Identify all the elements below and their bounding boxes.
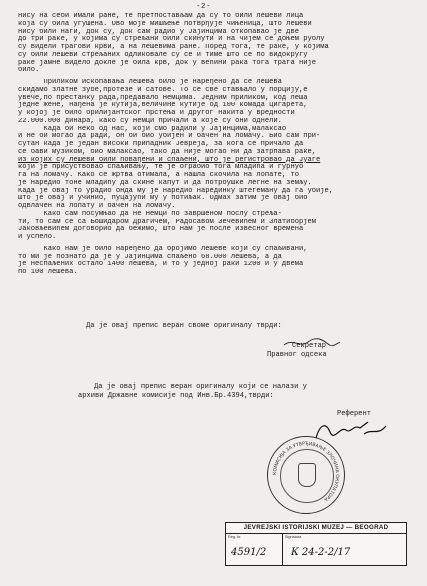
archive-box-header: JEVREJSKI ISTORIJSKI MUZEJ — BEOGRAD [226, 523, 406, 534]
signature-code: К 24-2-2/17 [291, 547, 351, 558]
text-line: једне жене, нађена је кутија,величине кутије од 100 комада цигарета, [18, 102, 308, 110]
text-line: су видели трагови крви, а на лешевима ране. Поред тога, те раке, у којима [18, 44, 329, 51]
text-line: раке јамне видело докле је била крв, док у већини рака тога трага није [18, 59, 316, 67]
text-line: Приликом ископавања лешева било је наређено да се лешева [18, 79, 282, 86]
register-number: 4591/2 [231, 547, 267, 558]
page-number: -2- [196, 3, 212, 11]
attestation-line-2: Да је овај препис веран оригиналу који се налази у [94, 383, 307, 391]
secretary-signature [282, 336, 342, 350]
text-line: Када је овај то урадио онда му је наредио нарединку Штегеману да га убије, [18, 187, 334, 195]
text-line: 22.000.000 динара, како су Немци причали а које су они однели. [18, 117, 282, 125]
text-line: сутан када је један високи припадник Јевреја, за кога се причало да [18, 141, 304, 148]
archive-register-box [225, 522, 407, 566]
text-line: и успело. [18, 234, 57, 241]
referent-title: Референт [337, 410, 372, 418]
text-line: Када би неко од нас, који смо радили у Јајинцима,малаксао [18, 125, 287, 133]
text-line: скидамо златне зубе,протезе и сатове. То се све стављало у порцију,е [18, 86, 308, 94]
archive-cell: Reg. br. 4591/2 [226, 534, 283, 565]
text-line: нису на себи имали ране, те претпостављам да су то били лешеви лица [18, 13, 304, 20]
text-line: Како сам посумњао да не Немци по завршеном послу стреља- [18, 210, 282, 218]
text-line: је наредио тоне младићу да скине капут и да потрбушке легне на земљу. [18, 179, 312, 187]
text-line: и не би могао да ради, он би био убијен и бачен на ломачу. Био сам при- [18, 133, 321, 141]
text-line: Јаковљевићем договорио да бежимо, што нам је после извесног времена [18, 226, 304, 234]
archive-cell: Signatura К 24-2-2/17 [285, 535, 351, 558]
text-line: из којих су лешеви били повађени и спаљени, што је регистровао да Јуаге [18, 156, 321, 164]
text-line: увече,по престанку рада,предавало Немцима. Једним приликом, код леша [18, 94, 308, 102]
text-line: га на ломачу. Како се жртва отимала, а нашла скочила на лопате, то [18, 172, 299, 179]
svg-text:КОМИСИЈА ЗА УТВРЂИВАЊЕ ЗЛОЧИНА: КОМИСИЈА ЗА УТВРЂИВАЊЕ ЗЛОЧИНА ОКУПАТОРА [272, 441, 340, 502]
text-line: који је присуствовао спаљивању, те је ограбио тога младића и гурнуо [18, 164, 304, 172]
text-line: што је овај и учинио, пуцајући му у потиљак. Одмах затим је овај био [18, 195, 308, 203]
stamp-ring-text [268, 437, 344, 513]
secretary-department: Правног одсека [267, 351, 327, 359]
text-line: нису били наги, док су, док сам радио у Јајинцима откопавао је две [18, 28, 299, 36]
text-line: по 100 лешева. [18, 269, 78, 276]
official-stamp [267, 436, 345, 514]
attestation-line: Да је овај препис веран своме оригиналу тврди: [86, 322, 282, 330]
attestation-line-3: архиви Државне комисије под Инв.Бр.4394,тврди: [78, 392, 274, 400]
text-line: било. [18, 67, 40, 75]
text-line: која су била угушена. Ово моје мишљење потврђује чињеница, што лешеви [18, 20, 312, 28]
document-body [18, 13, 410, 277]
text-line: то ми је познато да је у Јајинцима спаљено 68.000 лешева, а да [18, 253, 282, 261]
text-line: у којој је било брилијантског прстења и другог накита у вредности [18, 110, 295, 117]
text-line: је неспаљених остало 1400 лешева, и то у једној рaки 1200 и у двема [18, 261, 304, 269]
text-line: су били лешеви стрељаних одликовале су се и тиме што се по видокругу [18, 51, 308, 59]
secretary-title: Секретар [292, 342, 327, 350]
text-line: до три раке, у којима су стрељани били скинути и на чијем се доњем рублу [18, 36, 325, 44]
text-line: Како нам је било наређено да бројимо лешеве који су спаљивани, [18, 245, 308, 253]
text-line: ти, то сам се са Бошидаром Драгичем, Радосавом Зечевићем и Златиборјем [18, 218, 316, 226]
text-line: се бави музиком, био малаксао, тако да није могао ни да затрпава раке, [18, 148, 316, 156]
text-line: одвлачен на лопату и бачен на ломачу. [18, 203, 176, 210]
